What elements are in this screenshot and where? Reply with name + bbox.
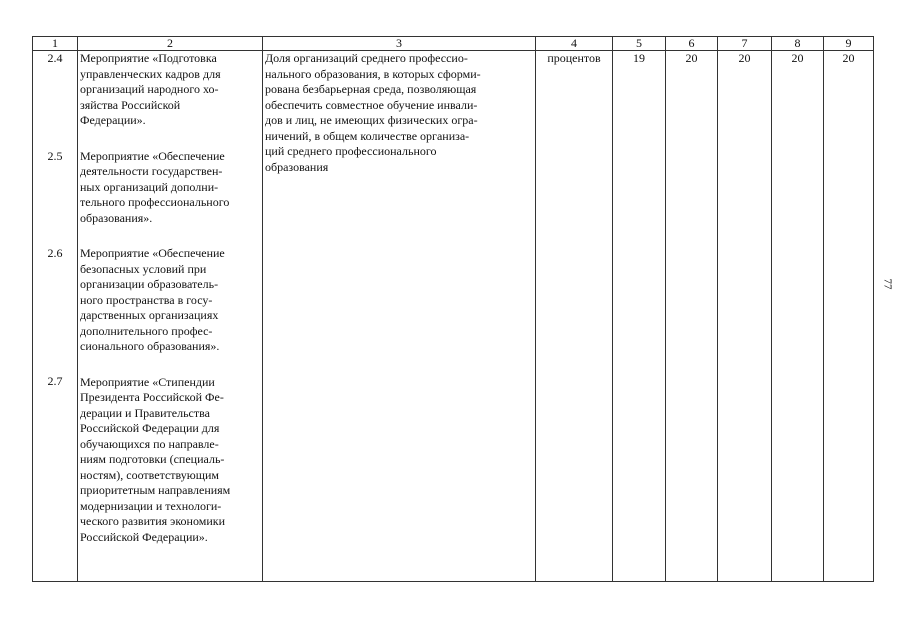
row-number-cell: [33, 51, 78, 582]
measure-text: Мероприятие «Подготовка управленческих кадров для организаций народного хо- зяйства Российской Федерации».: [80, 51, 221, 127]
column-header: 5: [613, 37, 666, 51]
indicator-text: Доля организаций среднего профессио- нального образования, в которых сформи- рована безбарьерная среда, позволяющая обеспечить совместное обучение инвали- дов и лиц, не имеющих физических огра- ничений, в общем количестве организа- ций среднего профессионального образования: [265, 51, 481, 174]
row-number: 2.6: [47, 246, 63, 260]
unit-cell: процентов: [536, 51, 613, 582]
row-number: 2.4: [47, 51, 63, 65]
column-header: 2: [78, 37, 263, 51]
value-cell: 19: [613, 51, 666, 582]
measure-text: Мероприятие «Стипендии Президента Российской Фе- дерации и Правительства Российской Федерации для обучающихся по направле- ниям подготовки (специаль- ностям), соответствующим приоритетным направлениям модернизации и технологи- ческого развития экономики Российской Федерации».: [80, 374, 231, 544]
measure-text: Мероприятие «Обеспечение деятельности государствен- ных организаций дополни- тельного профессионального образования».: [80, 148, 230, 225]
value-cell: 20: [666, 51, 718, 582]
column-header: 6: [666, 37, 718, 51]
row-number: 2.5: [47, 148, 63, 163]
header-row: [33, 37, 874, 51]
indicator-cell: [263, 51, 536, 582]
measure-cell: [78, 51, 263, 582]
data-table: [32, 36, 874, 582]
value-cell: 20: [718, 51, 772, 582]
page-number: 77: [881, 278, 894, 290]
column-header: 1: [33, 37, 78, 51]
column-header: 9: [824, 37, 874, 51]
measure-text: Мероприятие «Обеспечение безопасных условий при организации образователь- ного пространства в госу- дарственных организациях дополнительного профес- сионального образования».: [80, 246, 225, 353]
value-cell: 20: [824, 51, 874, 582]
column-header: 3: [263, 37, 536, 51]
column-header: 7: [718, 37, 772, 51]
row-number: 2.7: [47, 373, 63, 388]
value-cell: 20: [772, 51, 824, 582]
column-header: 8: [772, 37, 824, 51]
column-header: 4: [536, 37, 613, 51]
table-row: [33, 51, 874, 582]
